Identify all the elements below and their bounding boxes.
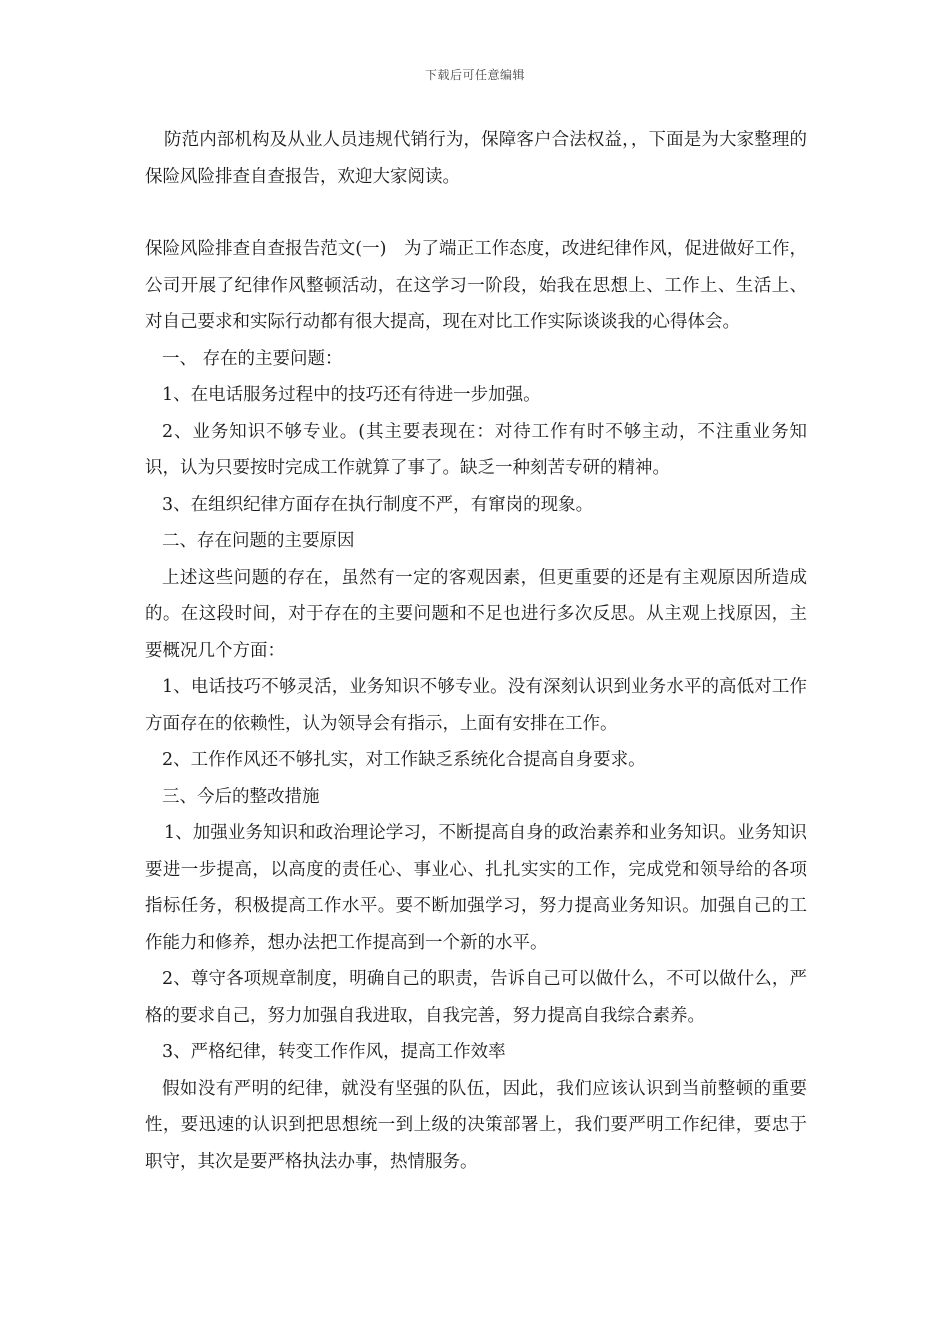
section-heading-1: 一、 存在的主要问题：: [162, 348, 343, 369]
list-item: 1、在电话服务过程中的技巧还有待进一步加强。: [162, 385, 541, 405]
paragraph-gap: [145, 195, 807, 231]
document-body: [145, 122, 807, 1180]
list-item: 2、业务知识不够专业。(其主要表现在：对待工作有时不够主动，不注重业务知识，认为只要按时完成工作就算了事了。缺乏一种刻苦专研的精神。: [145, 421, 807, 478]
intro-paragraph: 防范内部机构及从业人员违规代销行为，保障客户合法权益，，下面是为大家整理的保险风险排查自查报告，欢迎大家阅读。: [145, 130, 807, 187]
list-item: 1、电话技巧不够灵活，业务知识不够专业。没有深刻认识到业务水平的高低对工作方面存在的依赖性，认为领导会有指示，上面有安排在工作。: [145, 677, 807, 734]
body-paragraph: 上述这些问题的存在，虽然有一定的客观因素，但更重要的还是有主观原因所造成的。在这段时间，对于存在的主要问题和不足也进行多次反思。从主观上找原因，主要概况几个方面：: [145, 567, 807, 661]
section-heading-3: 三、今后的整改措施: [162, 786, 320, 807]
body-paragraph: 假如没有严明的纪律，就没有坚强的队伍，因此，我们应该认识到当前整顿的重要性，要迅速的认识到把思想统一到上级的决策部署上，我们要严明工作纪律，要忠于职守，其次是要严格执法办事，热情服务。: [145, 1078, 807, 1172]
report-opening-paragraph: 保险风险排查自查报告范文(一) 为了端正工作态度，改进纪律作风，促进做好工作，公司开展了纪律作风整顿活动，在这学习一阶段，始我在思想上、工作上、生活上、对自己要求和实际行动都有很大提高，现在对比工作实际谈谈我的心得体会。: [145, 239, 807, 332]
list-item: 3、在组织纪律方面存在执行制度不严，有窜岗的现象。: [162, 494, 594, 515]
section-heading-2: 二、存在问题的主要原因: [162, 531, 355, 551]
list-item: 2、工作作风还不够扎实，对工作缺乏系统化合提高自身要求。: [162, 750, 646, 770]
list-item: 2、尊守各项规章制度，明确自己的职责，告诉自己可以做什么，不可以做什么，严格的要求自己，努力加强自我进取，自我完善，努力提高自我综合素养。: [145, 969, 807, 1026]
list-item: 3、严格纪律，转变工作作风，提高工作效率: [162, 1042, 506, 1062]
page-header-note: 下载后可任意编辑: [424, 68, 525, 82]
list-item: 1、加强业务知识和政治理论学习，不断提高自身的政治素养和业务知识。业务知识要进一步提高，以高度的责任心、事业心、扎扎实实的工作，完成党和领导给的各项指标任务，积极提高工作水平。要不断加强学习，努力提高业务知识。加强自己的工作能力和修养，想办法把工作提高到一个新的水平。: [145, 823, 807, 953]
